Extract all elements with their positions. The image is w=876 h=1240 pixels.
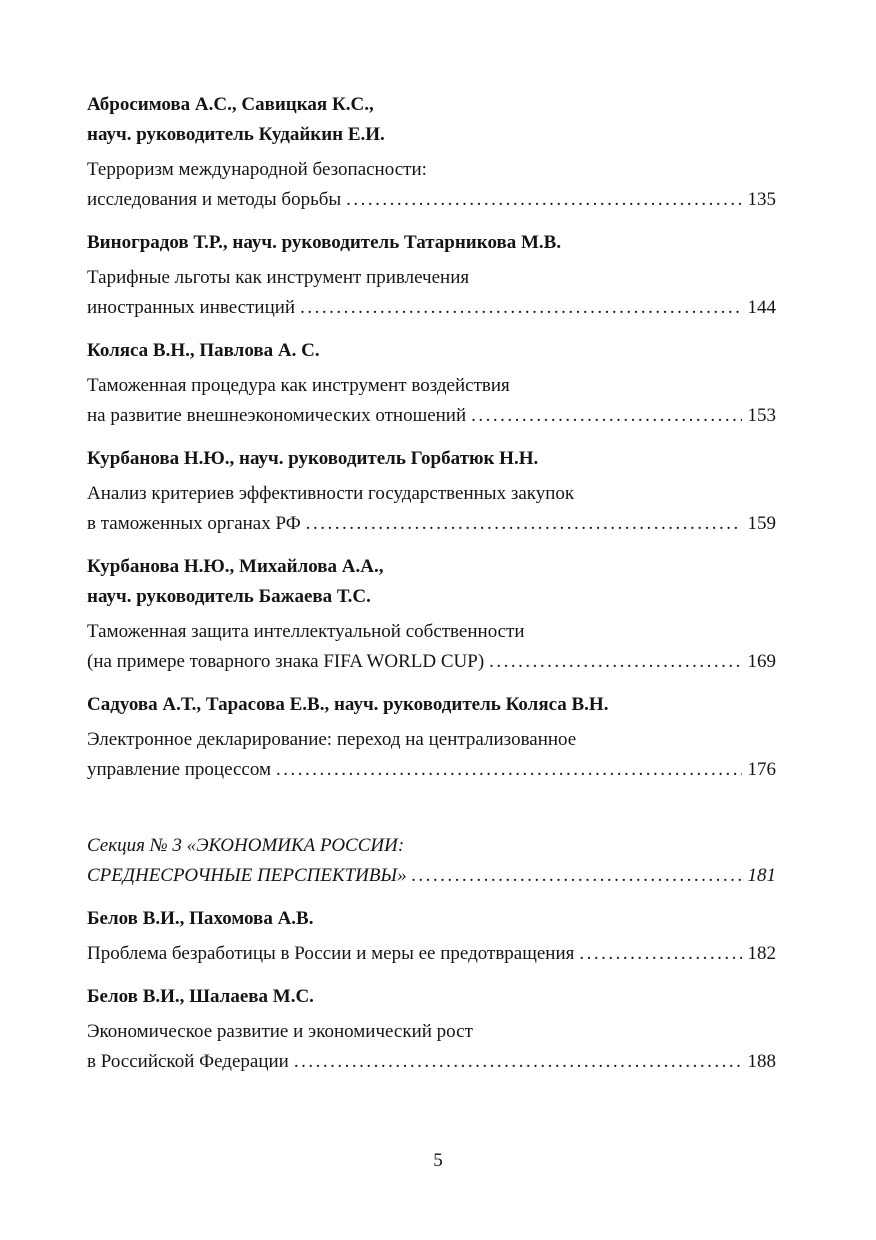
entry-leader-line bbox=[87, 1047, 776, 1077]
toc-entry bbox=[87, 982, 776, 1077]
toc-entry bbox=[87, 444, 776, 539]
entry-title-line: Экономическое развитие и экономический рост bbox=[87, 1021, 473, 1042]
entry-page-ref: 144 bbox=[747, 297, 776, 318]
entry-leader-line bbox=[87, 939, 776, 969]
leader-dots bbox=[300, 293, 741, 323]
entry-title-line: Анализ критериев эффективности государственных закупок bbox=[87, 483, 575, 504]
entry-title-line: Тарифные льготы как инструмент привлечения bbox=[87, 267, 470, 288]
toc-entry bbox=[87, 90, 776, 215]
entry-title-last-line: на развитие внешнеэкономических отношений bbox=[87, 405, 467, 426]
entry-authors-line: Курбанова Н.Ю., Михайлова А.А., bbox=[87, 556, 384, 577]
entry-leader-line bbox=[87, 185, 776, 215]
entry-title-last-line: исследования и методы борьбы bbox=[87, 189, 342, 210]
entry-page-ref: 181 bbox=[747, 865, 776, 886]
entry-leader-line bbox=[87, 861, 776, 891]
entry-authors-line: Абросимова А.С., Савицкая К.С., bbox=[87, 94, 374, 115]
leader-dots bbox=[306, 509, 742, 539]
entry-page-ref: 135 bbox=[747, 189, 776, 210]
toc-entry bbox=[87, 904, 776, 969]
entry-page-ref: 159 bbox=[747, 513, 776, 534]
entry-title-last-line: управление процессом bbox=[87, 759, 272, 780]
entry-leader-line bbox=[87, 401, 776, 431]
entry-page-ref: 182 bbox=[747, 943, 776, 964]
entry-title-line: Терроризм международной безопасности: bbox=[87, 159, 427, 180]
entry-authors-line: науч. руководитель Бажаева Т.С. bbox=[87, 586, 371, 607]
leader-dots bbox=[346, 185, 741, 215]
entry-title-line: Таможенная защита интеллектуальной собственности bbox=[87, 621, 525, 642]
entry-page-ref: 169 bbox=[747, 651, 776, 672]
entry-authors-line: Виноградов Т.Р., науч. руководитель Татарникова М.В. bbox=[87, 232, 562, 253]
entry-title-last-line: иностранных инвестиций bbox=[87, 297, 296, 318]
entry-title-last-line: в Российской Федерации bbox=[87, 1051, 289, 1072]
leader-dots bbox=[276, 755, 741, 785]
entry-authors-line: науч. руководитель Кудайкин Е.И. bbox=[87, 124, 385, 145]
leader-dots bbox=[412, 861, 742, 891]
toc-entry bbox=[87, 690, 776, 785]
entry-title-last-line: (на примере товарного знака FIFA WORLD CUP) bbox=[87, 651, 485, 672]
entry-leader-line bbox=[87, 509, 776, 539]
page-number: 5 bbox=[433, 1150, 443, 1171]
entry-title-line: Таможенная процедура как инструмент воздействия bbox=[87, 375, 510, 396]
toc-entry bbox=[87, 336, 776, 431]
entry-title-last-line: в таможенных органах РФ bbox=[87, 513, 301, 534]
entry-title-line: Секция № 3 «ЭКОНОМИКА РОССИИ: bbox=[87, 835, 405, 856]
leader-dots bbox=[471, 401, 741, 431]
entry-authors-line: Белов В.И., Пахомова А.В. bbox=[87, 908, 314, 929]
leader-dots bbox=[294, 1047, 742, 1077]
entry-authors-line: Белов В.И., Шалаева М.С. bbox=[87, 986, 314, 1007]
entry-page-ref: 188 bbox=[747, 1051, 776, 1072]
entry-page-ref: 153 bbox=[747, 405, 776, 426]
entry-title-last-line: СРЕДНЕСРОЧНЫЕ ПЕРСПЕКТИВЫ» bbox=[87, 865, 407, 886]
toc-entry bbox=[87, 228, 776, 323]
entry-authors-line: Курбанова Н.Ю., науч. руководитель Горбатюк Н.Н. bbox=[87, 448, 539, 469]
entry-page-ref: 176 bbox=[747, 759, 776, 780]
entry-title-line: Электронное декларирование: переход на централизованное bbox=[87, 729, 577, 750]
entry-leader-line bbox=[87, 293, 776, 323]
entry-title-last-line: Проблема безработицы в России и меры ее предотвращения bbox=[87, 943, 575, 964]
entry-leader-line bbox=[87, 647, 776, 677]
leader-dots bbox=[489, 647, 741, 677]
toc-list bbox=[87, 90, 776, 1077]
toc-section-heading bbox=[87, 831, 776, 891]
entry-authors-line: Коляса В.Н., Павлова А. С. bbox=[87, 340, 320, 361]
entry-authors-line: Садуова А.Т., Тарасова Е.В., науч. руководитель Коляса В.Н. bbox=[87, 694, 609, 715]
entry-leader-line bbox=[87, 755, 776, 785]
leader-dots bbox=[579, 939, 741, 969]
toc-entry bbox=[87, 552, 776, 677]
